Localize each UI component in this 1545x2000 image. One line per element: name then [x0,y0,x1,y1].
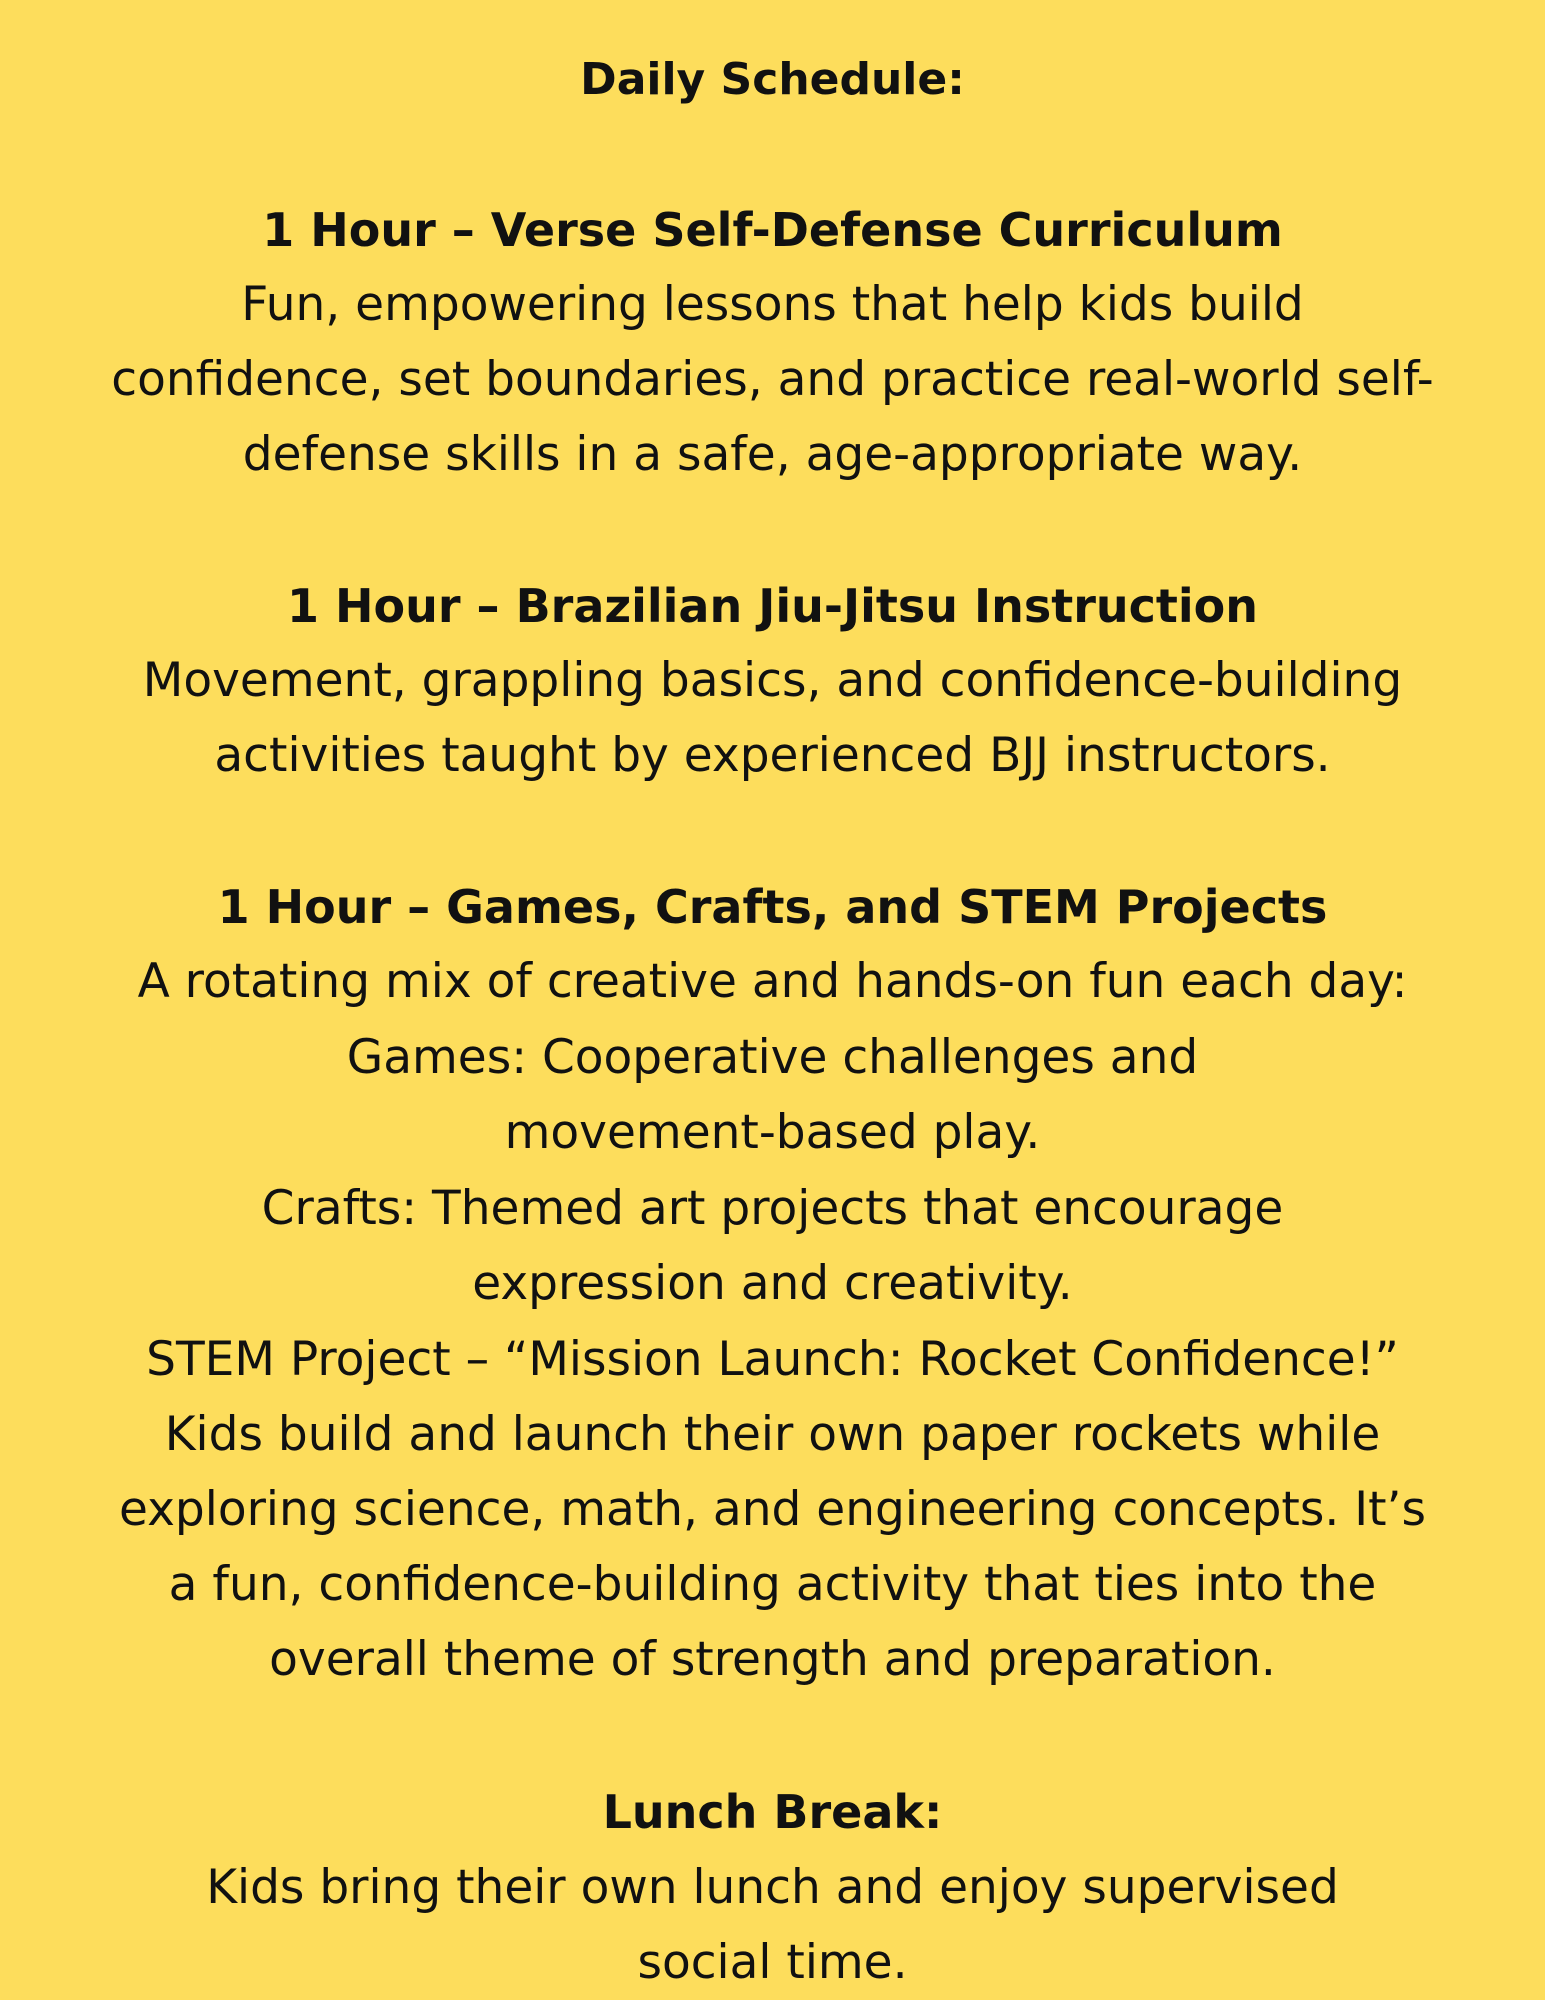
section-text-line: expression and creativity. [472,1256,1073,1311]
section-text-line: Games: Cooperative challenges and [346,1030,1199,1085]
section-text-line: Kids bring their own lunch and enjoy supervised [206,1860,1339,1915]
section-text-line: STEM Project – “Mission Launch: Rocket Confidence!” [146,1332,1399,1387]
section-text-line: confidence, set boundaries, and practice real-world self- [111,352,1434,407]
page-title: Daily Schedule: [580,54,965,105]
section-heading-bjj: 1 Hour – Brazilian Jiu-Jitsu Instruction [286,579,1259,633]
section-text-line: defense skills in a safe, age-appropriate way. [242,427,1303,482]
section-text-line: movement-based play. [504,1105,1041,1160]
section-text-line: A rotating mix of creative and hands-on fun each day: [137,954,1408,1009]
section-heading-self-defense: 1 Hour – Verse Self-Defense Curriculum [262,203,1283,257]
section-text-line: overall theme of strength and preparation. [269,1632,1276,1687]
section-text-line: Kids build and launch their own paper rockets while [164,1407,1381,1462]
section-text-line: exploring science, math, and engineering concepts. It’s [119,1482,1426,1537]
section-heading-games-crafts-stem: 1 Hour – Games, Crafts, and STEM Projects [217,880,1328,934]
section-text-line: activities taught by experienced BJJ instructors. [214,728,1331,783]
section-text-line: Movement, grappling basics, and confidence-building [142,653,1403,708]
section-text-line: a fun, confidence-building activity that ties into the [168,1557,1377,1612]
section-text-line: Fun, empowering lessons that help kids build [241,277,1304,332]
section-heading-lunch: Lunch Break: [602,1785,943,1839]
section-text-line: social time. [637,1935,908,1990]
section-text-line: Crafts: Themed art projects that encourage [261,1181,1284,1236]
